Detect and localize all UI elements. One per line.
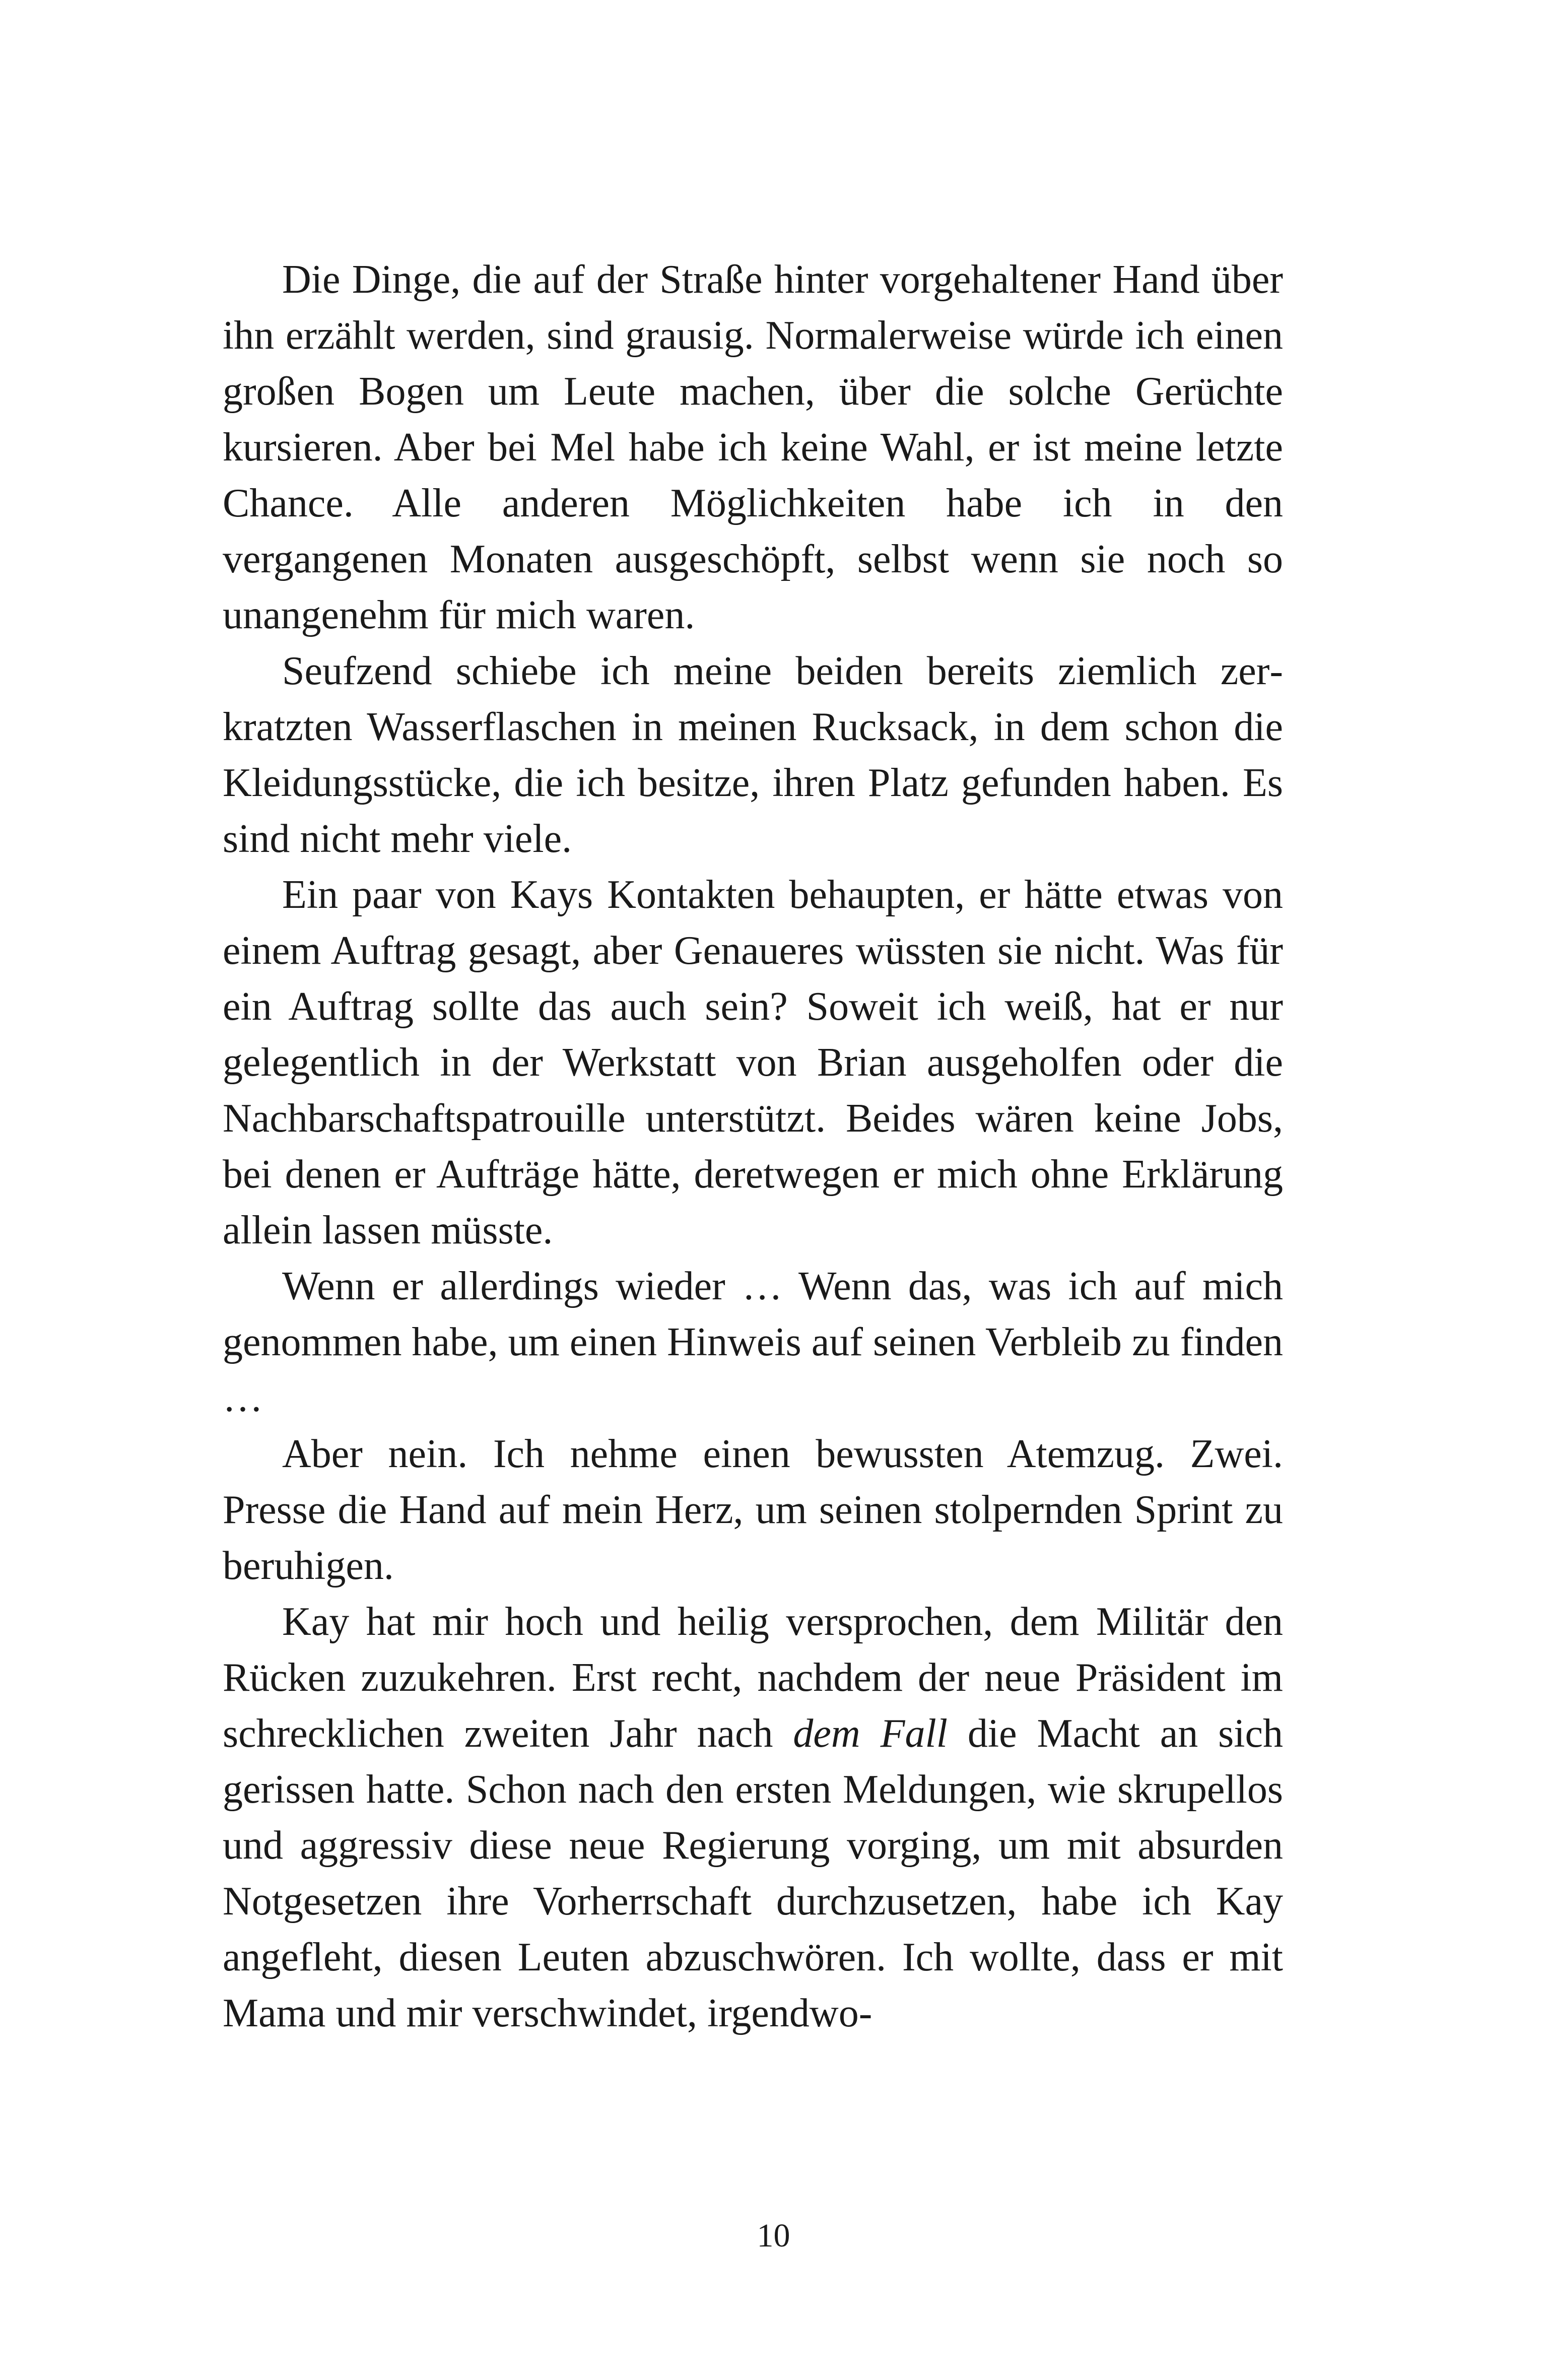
body-text (223, 252, 1283, 2041)
page-number: 10 (757, 2217, 790, 2254)
paragraph-2: Seufzend schiebe ich meine beiden bereits ziemlich zerkratzten Wasserflaschen in meinen Rucksack, in dem schon die Kleidungsstücke, die ich besitze, ihren Platz gefunden haben. Es sind nicht mehr viele. (223, 649, 1283, 861)
paragraph-4: Wenn er allerdings wieder … Wenn das, was ich auf mich genommen habe, um einen Hinweis auf seinen Verbleib zu finden … (223, 1264, 1283, 1420)
paragraph-6-before: Kay hat mir hoch und heilig versprochen, dem Militär den Rücken zuzukehren. Erst recht, nachdem der neue Präsident im schrecklichen zweiten Jahr nach (223, 1600, 1283, 1756)
paragraph-6-after: die Macht an sich gerissen hatte. Schon nach den ersten Meldungen, wie skrupellos und aggressiv diese neue Regierung vorging, um mit absurden Notgesetzen ihre Vorherrschaft durchzusetzen, habe ich Kay angefleht, diesen Leuten abzuschwören. Ich wollte, dass er mit Mama und mir verschwindet, irgendwo- (223, 1711, 1284, 2035)
paragraph-1: Die Dinge, die auf der Straße hinter vorgehaltener Hand über ihn erzählt werden, sind grausig. Normalerweise würde ich einen großen Bogen um Leute machen, über die solche Gerüchte kursieren. Aber bei Mel habe ich keine Wahl, er ist meine letzte Chance. Alle anderen Möglichkeiten habe ich in den vergangenen Monaten ausgeschöpft, selbst wenn sie noch so unangenehm für mich waren. (223, 257, 1283, 637)
paragraph-3: Ein paar von Kays Kontakten behaupten, er hätte etwas von einem Auftrag gesagt, aber Genaueres wüssten sie nicht. Was für ein Auftrag sollte das auch sein? Soweit ich weiß, hat er nur gelegentlich in der Werkstatt von Brian ausgeholfen oder die Nachbarschaftspatrouille unterstützt. Beides wären keine Jobs, bei denen er Aufträge hätte, deretwegen er mich ohne Erklärung allein lassen müsste. (223, 873, 1283, 1252)
paragraph-6 (223, 1594, 1283, 2041)
emphasis-dem-fall: dem Fall (793, 1711, 948, 1756)
paragraph-5: Aber nein. Ich nehme einen bewussten Atemzug. Zwei. Presse die Hand auf mein Herz, um seinen stolpernden Sprint zu beruhigen. (223, 1432, 1283, 1588)
